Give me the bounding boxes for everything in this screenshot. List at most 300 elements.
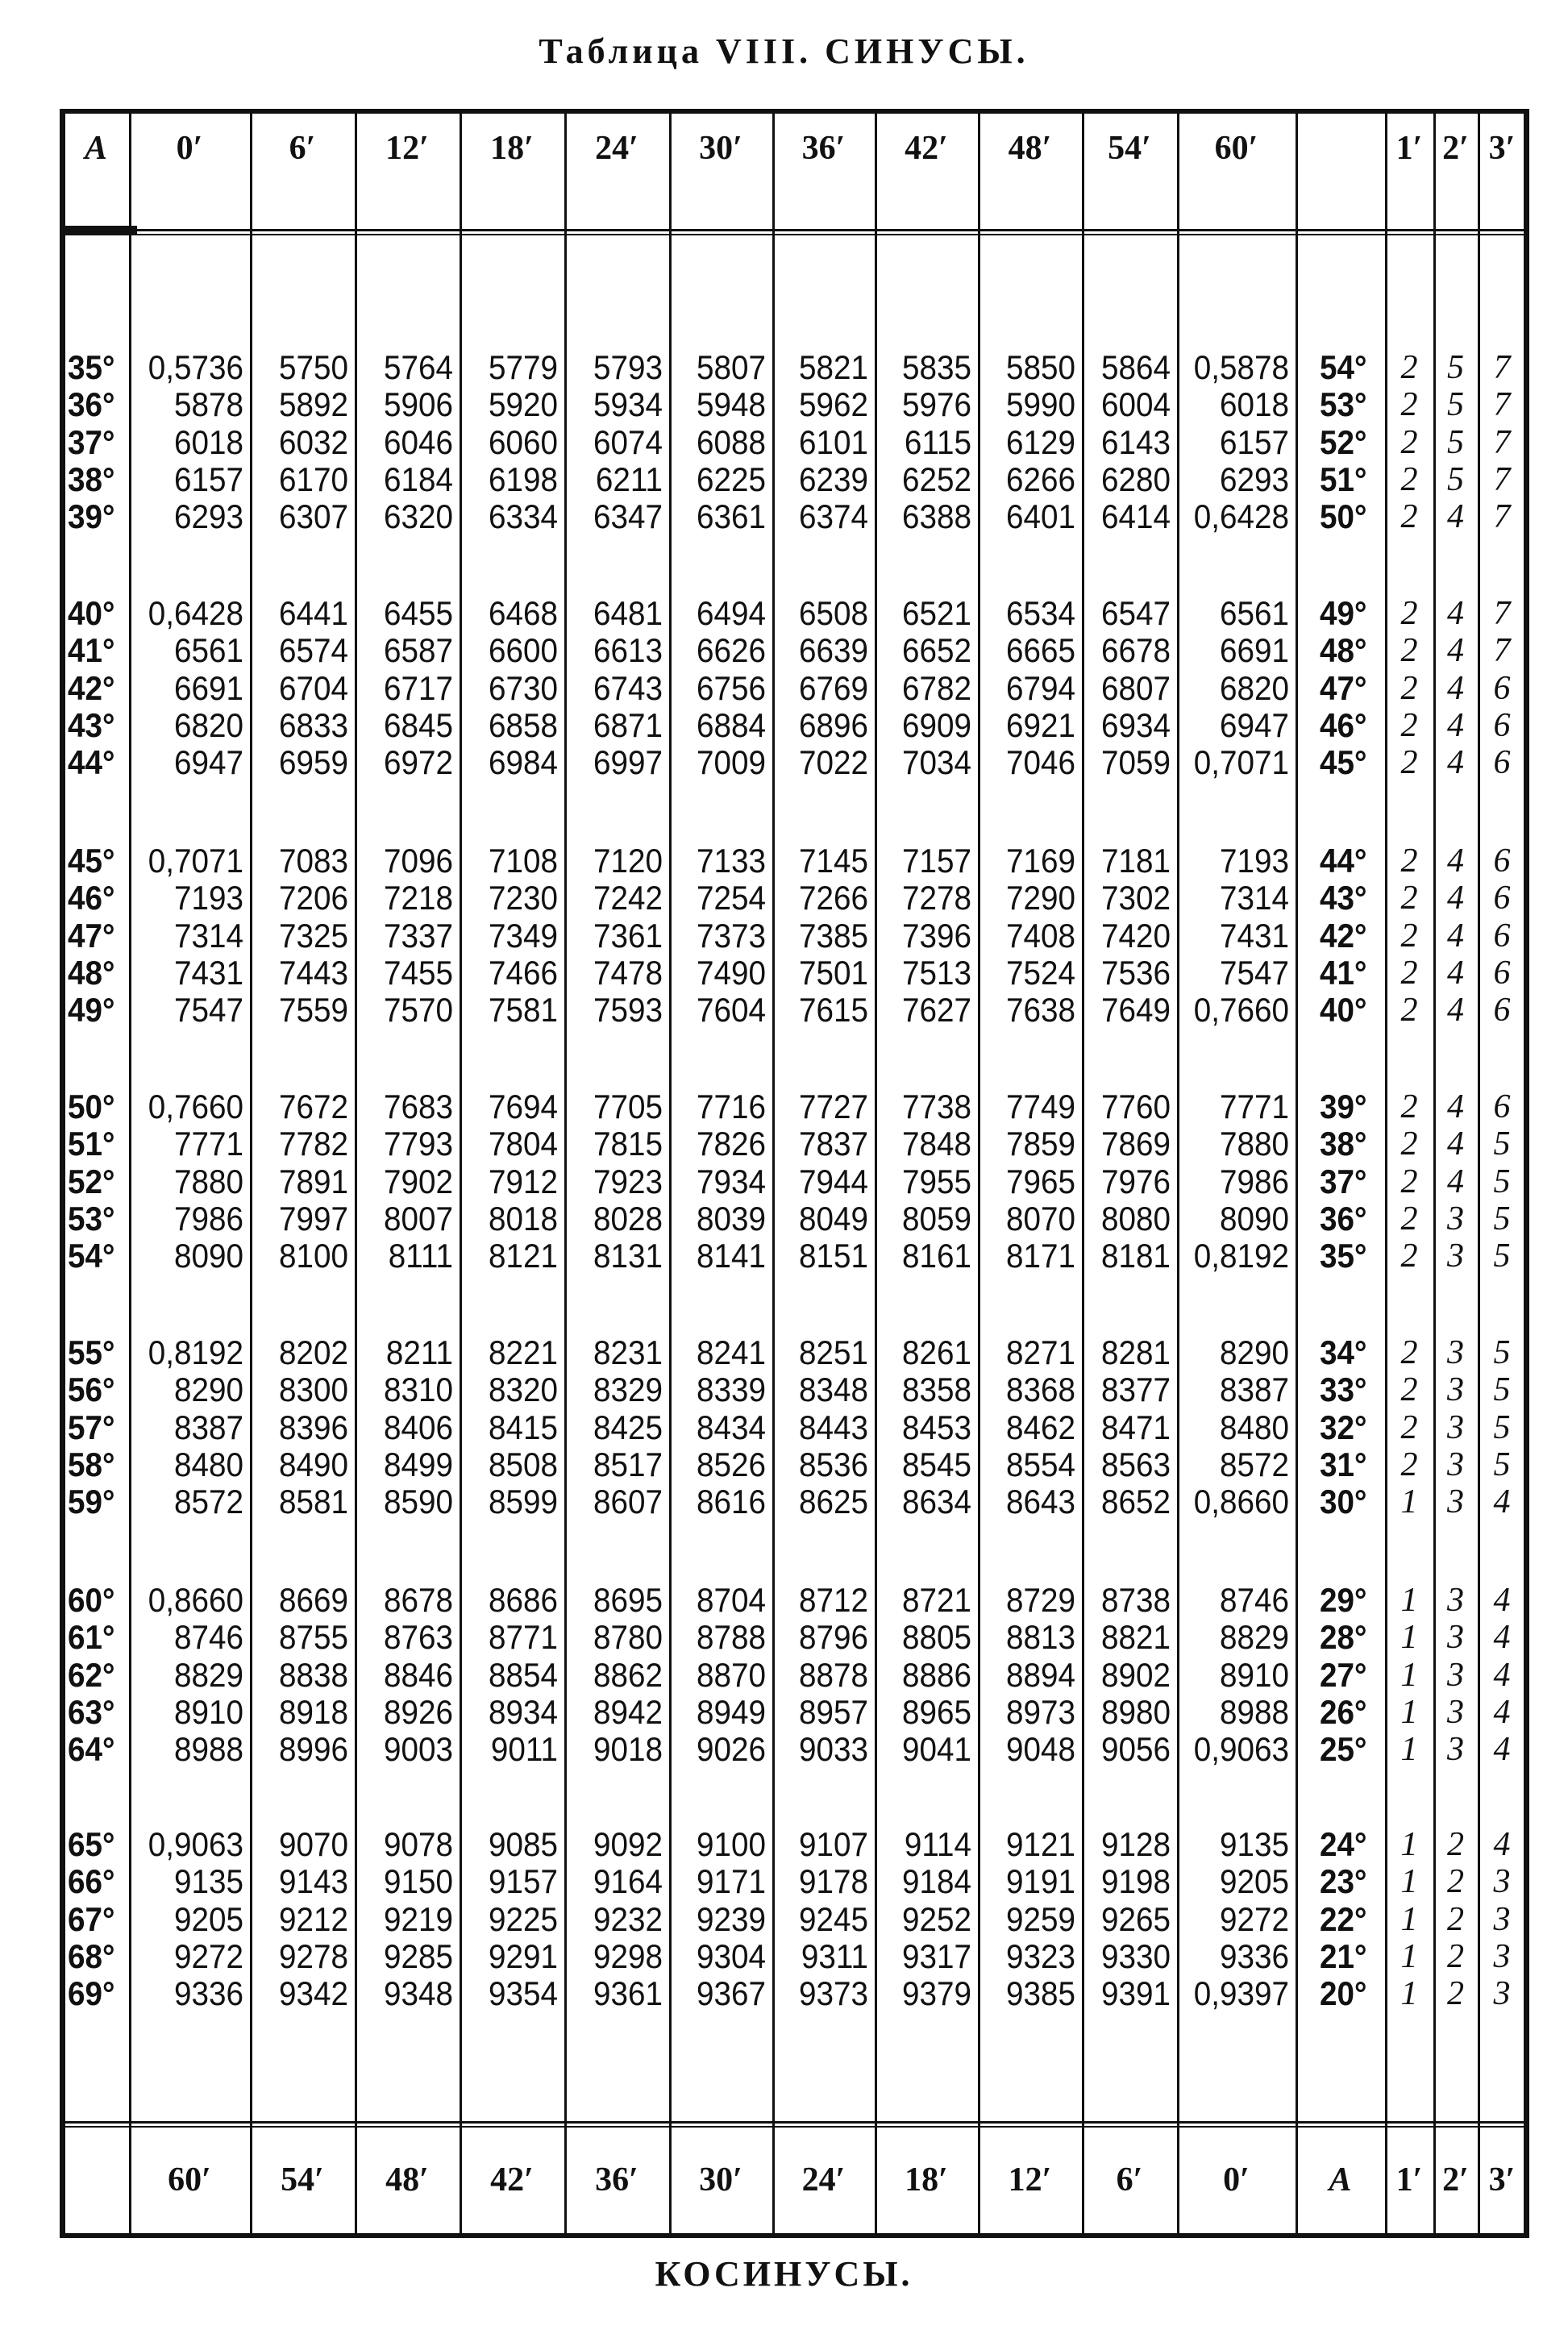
sine-value: 8310 <box>384 1371 453 1409</box>
sine-value: 9219 <box>384 1899 453 1938</box>
difference-value: 4 <box>1447 954 1464 992</box>
difference-value: 2 <box>1400 1238 1418 1275</box>
sine-value: 6959 <box>279 743 348 782</box>
sine-value: 7408 <box>1006 916 1075 955</box>
cosine-angle-degree: 28° <box>1320 1618 1367 1657</box>
table-row <box>0 1826 1568 1863</box>
sine-value: 0,8192 <box>1193 1237 1289 1275</box>
sine-value: 6361 <box>697 497 766 536</box>
sine-value: 9085 <box>489 1825 558 1863</box>
sine-value: 8607 <box>593 1483 663 1521</box>
sine-value: 6691 <box>1220 631 1289 670</box>
sine-value: 5793 <box>593 348 663 386</box>
sine-value: 9048 <box>1006 1730 1075 1769</box>
sine-value: 5878 <box>174 385 243 424</box>
sine-value: 6198 <box>489 460 558 498</box>
sine-value: 7627 <box>902 991 971 1030</box>
table-row <box>0 1657 1568 1694</box>
angle-degree: 63° <box>68 1692 115 1731</box>
difference-value: 3 <box>1447 1408 1464 1446</box>
sine-value: 6782 <box>902 668 971 707</box>
sine-value: 8300 <box>279 1371 348 1409</box>
sine-value: 8572 <box>174 1483 243 1521</box>
sine-value: 9272 <box>1220 1899 1289 1938</box>
sine-value: 6997 <box>593 743 663 782</box>
sine-value: 7771 <box>174 1125 243 1163</box>
sine-value: 7193 <box>174 879 243 917</box>
sine-value: 9107 <box>799 1825 868 1863</box>
sine-value: 8490 <box>279 1445 348 1483</box>
sine-value: 8453 <box>902 1408 971 1446</box>
sine-value: 5976 <box>902 385 971 424</box>
sine-value: 7976 <box>1101 1162 1171 1200</box>
difference-value: 7 <box>1493 460 1511 498</box>
sine-value: 7278 <box>902 879 971 917</box>
sine-value: 7793 <box>384 1125 453 1163</box>
sine-value: 6921 <box>1006 705 1075 744</box>
sine-value: 6820 <box>1220 668 1289 707</box>
sine-value: 8838 <box>279 1655 348 1694</box>
cosine-angle-degree: 23° <box>1320 1862 1367 1901</box>
difference-value: 2 <box>1447 1937 1464 1975</box>
sine-value: 7385 <box>799 916 868 955</box>
sine-value: 6730 <box>489 668 558 707</box>
sine-value: 9157 <box>489 1862 558 1901</box>
sine-value: 7420 <box>1101 916 1171 955</box>
sine-value: 9311 <box>801 1936 868 1975</box>
cosine-angle-degree: 48° <box>1320 631 1367 670</box>
sine-value: 9367 <box>697 1974 766 2013</box>
sine-value: 9078 <box>384 1825 453 1863</box>
sine-value: 6678 <box>1101 631 1171 670</box>
difference-value: 5 <box>1447 423 1464 461</box>
table-row <box>0 1694 1568 1731</box>
sine-value: 8572 <box>1220 1445 1289 1483</box>
sine-value: 8508 <box>489 1445 558 1483</box>
sine-value: 6157 <box>1220 422 1289 461</box>
difference-value: 2 <box>1400 917 1418 955</box>
sine-value: 9212 <box>279 1899 348 1938</box>
sine-value: 7501 <box>799 953 868 992</box>
table-title: Таблица VIII. СИНУСЫ. <box>539 31 1029 71</box>
cosine-angle-degree: 54° <box>1320 348 1367 386</box>
sine-value: 6307 <box>279 497 348 536</box>
sine-value: 6934 <box>1101 705 1171 744</box>
difference-value: 6 <box>1493 744 1511 782</box>
sine-value: 8721 <box>902 1581 971 1619</box>
difference-value: 6 <box>1493 917 1511 955</box>
sine-value: 8221 <box>489 1333 558 1371</box>
sine-value: 7944 <box>799 1162 868 1200</box>
sine-value: 8788 <box>697 1618 766 1657</box>
sine-value: 9348 <box>384 1974 453 2013</box>
top-header-diff-2: 3′ <box>1488 130 1516 167</box>
sine-value: 8425 <box>593 1408 663 1446</box>
sine-value: 9245 <box>799 1899 868 1938</box>
sine-value: 6807 <box>1101 668 1171 707</box>
difference-value: 4 <box>1447 1125 1464 1163</box>
difference-value: 2 <box>1400 1371 1418 1409</box>
sine-value: 7923 <box>593 1162 663 1200</box>
difference-value: 5 <box>1493 1446 1511 1483</box>
difference-value: 2 <box>1400 880 1418 917</box>
difference-value: 2 <box>1447 1900 1464 1938</box>
sine-value: 8771 <box>489 1618 558 1657</box>
difference-value: 2 <box>1400 1125 1418 1163</box>
sine-value: 9252 <box>902 1899 971 1938</box>
sine-value: 7361 <box>593 916 663 955</box>
difference-value: 5 <box>1447 460 1464 498</box>
sine-value: 6170 <box>279 460 348 498</box>
sine-value: 9278 <box>279 1936 348 1975</box>
sine-value: 7536 <box>1101 953 1171 992</box>
sine-value: 7604 <box>697 991 766 1030</box>
difference-value: 7 <box>1493 423 1511 461</box>
difference-value: 3 <box>1447 1582 1464 1619</box>
sine-value: 6534 <box>1006 594 1075 632</box>
sine-value: 9291 <box>489 1936 558 1975</box>
sine-value: 8131 <box>593 1237 663 1275</box>
difference-value: 2 <box>1447 1863 1464 1901</box>
sine-value: 6743 <box>593 668 663 707</box>
sine-value: 0,8660 <box>148 1581 243 1619</box>
difference-value: 2 <box>1447 1826 1464 1863</box>
cosine-angle-degree: 34° <box>1320 1333 1367 1371</box>
sine-value: 8517 <box>593 1445 663 1483</box>
difference-value: 4 <box>1493 1693 1511 1731</box>
sine-value: 7266 <box>799 879 868 917</box>
sine-value: 9361 <box>593 1974 663 2013</box>
sine-value: 9385 <box>1006 1974 1075 2013</box>
angle-degree: 61° <box>68 1618 115 1657</box>
sine-value: 8281 <box>1101 1333 1171 1371</box>
difference-value: 1 <box>1400 1826 1418 1863</box>
sine-value: 8462 <box>1006 1408 1075 1446</box>
angle-degree: 59° <box>68 1483 115 1521</box>
sine-value: 5835 <box>902 348 971 386</box>
top-header-minute-1: 6′ <box>289 130 316 167</box>
sine-value: 8059 <box>902 1199 971 1238</box>
sine-value: 6820 <box>174 705 243 744</box>
cosine-angle-degree: 21° <box>1320 1936 1367 1975</box>
sine-value: 7649 <box>1101 991 1171 1030</box>
sine-value: 9121 <box>1006 1825 1075 1863</box>
sine-value: 5779 <box>489 348 558 386</box>
sine-value: 8988 <box>174 1730 243 1769</box>
difference-value: 6 <box>1493 954 1511 992</box>
sine-value: 7547 <box>174 991 243 1030</box>
angle-degree: 38° <box>68 460 115 498</box>
sine-value: 6293 <box>174 497 243 536</box>
difference-value: 5 <box>1493 1238 1511 1275</box>
cosine-angle-degree: 29° <box>1320 1581 1367 1619</box>
difference-value: 5 <box>1493 1334 1511 1371</box>
table-row <box>0 1619 1568 1656</box>
sine-value: 7869 <box>1101 1125 1171 1163</box>
sine-value: 5920 <box>489 385 558 424</box>
sine-value: 6769 <box>799 668 868 707</box>
sine-value: 6947 <box>1220 705 1289 744</box>
bottom-header-minute-10: 0′ <box>1223 2161 1250 2198</box>
table-row <box>0 1938 1568 1975</box>
difference-value: 1 <box>1400 1731 1418 1769</box>
difference-value: 6 <box>1493 669 1511 707</box>
sine-value: 9033 <box>799 1730 868 1769</box>
cosine-angle-degree: 41° <box>1320 953 1367 992</box>
cosine-angle-degree: 52° <box>1320 422 1367 461</box>
table-row <box>0 992 1568 1029</box>
sine-value: 9379 <box>902 1974 971 2013</box>
sine-value: 6046 <box>384 422 453 461</box>
sine-value: 8271 <box>1006 1333 1075 1371</box>
sine-value: 8949 <box>697 1692 766 1731</box>
table-row <box>0 955 1568 992</box>
difference-value: 3 <box>1447 1200 1464 1238</box>
sine-value: 6972 <box>384 743 453 782</box>
sine-value: 6401 <box>1006 497 1075 536</box>
sine-value: 0,5878 <box>1193 348 1289 386</box>
sine-value: 6508 <box>799 594 868 632</box>
sine-value: 7986 <box>174 1199 243 1238</box>
sine-value: 6252 <box>902 460 971 498</box>
sine-value: 8443 <box>799 1408 868 1446</box>
cosine-angle-degree: 33° <box>1320 1371 1367 1409</box>
difference-value: 4 <box>1493 1582 1511 1619</box>
table-row <box>0 842 1568 880</box>
sine-value: 6157 <box>174 460 243 498</box>
sine-value: 6018 <box>1220 385 1289 424</box>
sine-value: 7022 <box>799 743 868 782</box>
angle-degree: 45° <box>68 842 115 880</box>
frame-top-border <box>60 109 1529 114</box>
sine-value: 5892 <box>279 385 348 424</box>
sine-value: 7218 <box>384 879 453 917</box>
sine-value: 8480 <box>1220 1408 1289 1446</box>
angle-degree: 55° <box>68 1333 115 1371</box>
cosine-angle-degree: 43° <box>1320 879 1367 917</box>
sine-value: 6600 <box>489 631 558 670</box>
sine-value: 6613 <box>593 631 663 670</box>
table-row <box>0 595 1568 632</box>
sine-value: 8181 <box>1101 1237 1171 1275</box>
cosine-angle-degree: 30° <box>1320 1483 1367 1521</box>
difference-value: 3 <box>1447 1483 1464 1521</box>
bottom-header-minute-8: 12′ <box>1008 2161 1052 2198</box>
sine-value: 8070 <box>1006 1199 1075 1238</box>
sine-value: 9342 <box>279 1974 348 2013</box>
cosine-angle-degree: 32° <box>1320 1408 1367 1446</box>
difference-value: 2 <box>1400 1334 1418 1371</box>
footer-rule <box>63 2121 1526 2124</box>
sine-value: 9205 <box>1220 1862 1289 1901</box>
sine-value: 8870 <box>697 1655 766 1694</box>
sine-value: 8918 <box>279 1692 348 1731</box>
angle-degree: 35° <box>68 348 115 386</box>
difference-value: 2 <box>1400 954 1418 992</box>
sine-value: 7396 <box>902 916 971 955</box>
sine-value: 8554 <box>1006 1445 1075 1483</box>
angle-degree: 60° <box>68 1581 115 1619</box>
cosine-angle-degree: 39° <box>1320 1088 1367 1125</box>
sine-value: 8387 <box>174 1408 243 1446</box>
sine-value: 8396 <box>279 1408 348 1446</box>
sine-value: 8862 <box>593 1655 663 1694</box>
angle-degree: 39° <box>68 497 115 536</box>
sine-value: 8090 <box>1220 1199 1289 1238</box>
sine-value: 0,7071 <box>1193 743 1289 782</box>
cosine-angle-degree: 45° <box>1320 743 1367 782</box>
sine-value: 7181 <box>1101 842 1171 880</box>
sine-value: 7169 <box>1006 842 1075 880</box>
sine-value: 9171 <box>697 1862 766 1901</box>
bottom-header-minute-7: 18′ <box>905 2161 948 2198</box>
top-header-minute-4: 24′ <box>595 130 638 167</box>
difference-value: 4 <box>1447 842 1464 880</box>
sine-value: 7986 <box>1220 1162 1289 1200</box>
difference-value: 4 <box>1493 1826 1511 1863</box>
table-row <box>0 1371 1568 1408</box>
sine-value: 7804 <box>489 1125 558 1163</box>
sine-value: 8763 <box>384 1618 453 1657</box>
sine-value: 0,7660 <box>148 1088 243 1125</box>
difference-value: 1 <box>1400 1975 1418 2013</box>
sine-value: 8100 <box>279 1237 348 1275</box>
cosine-angle-degree: 50° <box>1320 497 1367 536</box>
sine-value: 8290 <box>1220 1333 1289 1371</box>
sine-value: 8973 <box>1006 1692 1075 1731</box>
table-row <box>0 1088 1568 1125</box>
sine-value: 7290 <box>1006 879 1075 917</box>
difference-value: 4 <box>1447 1163 1464 1200</box>
angle-degree: 48° <box>68 953 115 992</box>
sine-value: 7206 <box>279 879 348 917</box>
top-header-minute-6: 36′ <box>801 130 846 167</box>
angle-degree: 49° <box>68 991 115 1030</box>
cosine-angle-degree: 35° <box>1320 1237 1367 1275</box>
sine-value: 8049 <box>799 1199 868 1238</box>
sine-value: 8121 <box>489 1237 558 1275</box>
cosine-angle-degree: 38° <box>1320 1125 1367 1163</box>
difference-value: 4 <box>1447 669 1464 707</box>
sine-value: 7672 <box>279 1088 348 1125</box>
table-row <box>0 1446 1568 1483</box>
sine-value: 8854 <box>489 1655 558 1694</box>
cosine-angle-degree: 40° <box>1320 991 1367 1030</box>
angle-degree: 58° <box>68 1445 115 1483</box>
sine-value: 8231 <box>593 1333 663 1371</box>
sine-value: 8934 <box>489 1692 558 1731</box>
angle-degree: 54° <box>68 1237 115 1275</box>
difference-value: 5 <box>1493 1408 1511 1446</box>
table-row <box>0 461 1568 498</box>
sine-value: 0,9397 <box>1193 1974 1289 2013</box>
sine-value: 9070 <box>279 1825 348 1863</box>
sine-value: 0,5736 <box>148 348 243 386</box>
angle-degree: 42° <box>68 668 115 707</box>
sine-value: 9178 <box>799 1862 868 1901</box>
sine-value: 8695 <box>593 1581 663 1619</box>
sine-value: 8780 <box>593 1618 663 1657</box>
sine-value: 8290 <box>174 1371 243 1409</box>
frame-bottom-border <box>60 2233 1529 2238</box>
difference-value: 3 <box>1447 1371 1464 1409</box>
sine-value: 7490 <box>697 953 766 992</box>
sine-value: 8590 <box>384 1483 453 1521</box>
sine-value: 8755 <box>279 1618 348 1657</box>
sine-value: 8018 <box>489 1199 558 1238</box>
difference-value: 2 <box>1400 1408 1418 1446</box>
sine-value: 6626 <box>697 631 766 670</box>
sine-value: 8926 <box>384 1692 453 1731</box>
sine-value: 6561 <box>1220 594 1289 632</box>
sine-value: 5750 <box>279 348 348 386</box>
sine-value: 8738 <box>1101 1581 1171 1619</box>
difference-value: 1 <box>1400 1863 1418 1901</box>
sine-value: 9114 <box>904 1825 971 1863</box>
sine-value: 7133 <box>697 842 766 880</box>
sine-value: 9135 <box>174 1862 243 1901</box>
sine-value: 9304 <box>697 1936 766 1975</box>
difference-value: 2 <box>1400 706 1418 744</box>
difference-value: 7 <box>1493 632 1511 670</box>
cosine-angle-degree: 46° <box>1320 705 1367 744</box>
cosine-title: КОСИНУСЫ. <box>655 2254 913 2294</box>
difference-value: 4 <box>1447 992 1464 1030</box>
difference-value: 4 <box>1447 1088 1464 1125</box>
cosine-angle-degree: 27° <box>1320 1655 1367 1694</box>
sine-value: 6639 <box>799 631 868 670</box>
difference-value: 3 <box>1447 1619 1464 1657</box>
angle-degree: 50° <box>68 1088 115 1125</box>
sine-value: 5864 <box>1101 348 1171 386</box>
sine-value: 7581 <box>489 991 558 1030</box>
top-header-diff-0: 1′ <box>1395 130 1423 167</box>
difference-value: 2 <box>1400 386 1418 424</box>
sine-value: 8348 <box>799 1371 868 1409</box>
sine-value: 6101 <box>799 422 868 461</box>
sine-value: 8813 <box>1006 1618 1075 1657</box>
sine-value: 8202 <box>279 1333 348 1371</box>
sine-value: 8339 <box>697 1371 766 1409</box>
difference-value: 4 <box>1493 1619 1511 1657</box>
sine-value: 6143 <box>1101 422 1171 461</box>
cosine-angle-degree: 44° <box>1320 842 1367 880</box>
bottom-header-angle-label-right: А <box>1329 2161 1352 2198</box>
difference-value: 5 <box>1447 386 1464 424</box>
sine-value: 8805 <box>902 1618 971 1657</box>
sine-value: 9128 <box>1101 1825 1171 1863</box>
sine-value: 9336 <box>174 1974 243 2013</box>
sine-value: 7760 <box>1101 1088 1171 1125</box>
sine-value: 6129 <box>1006 422 1075 461</box>
difference-value: 4 <box>1447 595 1464 632</box>
sine-value: 8910 <box>1220 1655 1289 1694</box>
difference-value: 3 <box>1493 1937 1511 1975</box>
sine-value: 8377 <box>1101 1371 1171 1409</box>
sine-value: 7570 <box>384 991 453 1030</box>
sine-value: 8942 <box>593 1692 663 1731</box>
bottom-header-minute-9: 6′ <box>1116 2161 1143 2198</box>
sine-value: 8878 <box>799 1655 868 1694</box>
sine-value: 7096 <box>384 842 453 880</box>
sine-value: 8894 <box>1006 1655 1075 1694</box>
angle-degree: 47° <box>68 916 115 955</box>
top-header-minute-9: 54′ <box>1108 130 1151 167</box>
bottom-header-diff-0: 1′ <box>1395 2161 1423 2198</box>
top-header-minute-3: 18′ <box>490 130 534 167</box>
sine-value: 5990 <box>1006 385 1075 424</box>
sine-value: 9317 <box>902 1936 971 1975</box>
